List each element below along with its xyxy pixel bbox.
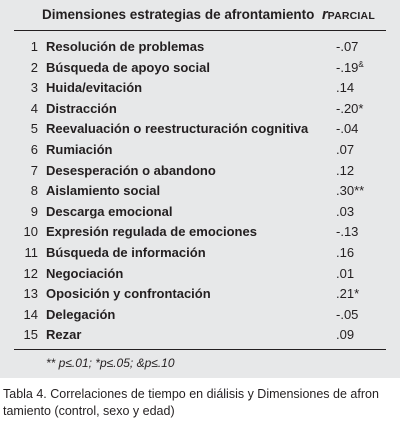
row-number: 4 (30, 100, 38, 116)
dimension-name: Expresión regulada de emociones (46, 224, 257, 240)
value-text: .01 (336, 265, 355, 281)
value-text: -.20* (336, 100, 364, 116)
table-row (0, 242, 400, 263)
value-text: .16 (336, 245, 355, 260)
row-number: 6 (30, 142, 38, 157)
r-partial-value (336, 183, 364, 198)
dimension-name: Aislamiento social (46, 183, 161, 199)
r-partial-value (336, 286, 359, 301)
value-text: .14 (336, 80, 355, 96)
dimension-name: Rumiación (46, 142, 113, 157)
table-row (0, 201, 400, 222)
row-number: 9 (30, 203, 38, 219)
r-partial-value (336, 327, 354, 342)
bottom-rule (14, 349, 386, 350)
dimension-name: Oposición y confrontación (46, 286, 211, 302)
table-row (0, 180, 400, 201)
significance-footnote: ** p≤.01; *p≤.05; &p≤.10 (46, 356, 175, 370)
value-text: .12 (336, 162, 355, 178)
table-row (0, 57, 400, 78)
dimension-name: Desesperación o abandono (46, 162, 216, 178)
dimension-name: Distracción (46, 100, 117, 116)
r-partial-value (336, 101, 363, 116)
column-header-r-partial: rPARCIAL (322, 7, 375, 23)
table-row (0, 221, 400, 242)
row-number: 2 (30, 59, 38, 75)
r-partial-value (336, 204, 354, 219)
table-row (0, 139, 400, 160)
table-row (0, 263, 400, 284)
dimension-name: Huida/evitación (46, 80, 143, 96)
table-row (0, 77, 400, 98)
row-number: 12 (23, 265, 38, 281)
value-text: -.13 (336, 224, 359, 240)
row-number: 3 (30, 80, 38, 96)
value-text: .09 (336, 327, 355, 343)
row-number: 8 (30, 183, 38, 199)
dimension-name: Negociación (46, 265, 124, 281)
row-number: 5 (30, 121, 38, 137)
r-partial-value (336, 142, 354, 157)
row-number: 1 (30, 39, 38, 54)
value-text: .03 (336, 203, 355, 219)
table-row (0, 118, 400, 139)
value-text: .21* (336, 286, 360, 302)
dimension-name: Búsqueda de apoyo social (46, 59, 210, 75)
table-caption (3, 386, 397, 419)
r-partial-value (336, 307, 358, 322)
dimension-name: Rezar (46, 327, 82, 343)
dimension-name: Búsqueda de información (46, 245, 206, 260)
table-row (0, 283, 400, 304)
row-number: 14 (23, 306, 38, 322)
row-number: 13 (23, 286, 38, 302)
dimension-name: Delegación (46, 306, 116, 322)
row-number: 15 (23, 327, 38, 343)
value-text: .07 (336, 142, 355, 157)
r-partial-value (336, 163, 354, 178)
table-row (0, 324, 400, 345)
value-text: -.19 (336, 59, 359, 75)
table-row (0, 160, 400, 181)
r-partial-value (336, 39, 358, 54)
caption-line-2: tamiento (control, sexo y edad) (3, 403, 175, 418)
table-header (0, 4, 400, 24)
r-partial-value (336, 60, 364, 75)
header-rule (14, 30, 386, 31)
r-partial-value (336, 121, 358, 136)
dimension-name: Reevaluación o reestructuración cognitiva (46, 121, 309, 137)
caption-line-1: Tabla 4. Correlaciones de tiempo en diálisis y Dimensiones de afron (3, 387, 379, 401)
column-header-dimensions: Dimensiones estrategias de afrontamiento (42, 7, 315, 22)
r-partial-value (336, 224, 358, 239)
row-number: 11 (24, 245, 38, 260)
dimension-name: Descarga emocional (46, 203, 173, 219)
row-number: 10 (23, 224, 38, 240)
significance-mark: & (358, 59, 364, 69)
dimension-name: Resolución de problemas (46, 39, 205, 54)
table-row (0, 304, 400, 325)
r-partial-value (336, 80, 354, 95)
value-text: -.05 (336, 306, 359, 322)
r-partial-value (336, 266, 354, 281)
table-row (0, 98, 400, 119)
value-text: -.07 (336, 39, 359, 54)
value-text: -.04 (336, 121, 359, 137)
value-text: .30** (336, 183, 365, 199)
r-partial-value (336, 245, 354, 260)
table-row (0, 36, 400, 57)
row-number: 7 (30, 162, 38, 178)
